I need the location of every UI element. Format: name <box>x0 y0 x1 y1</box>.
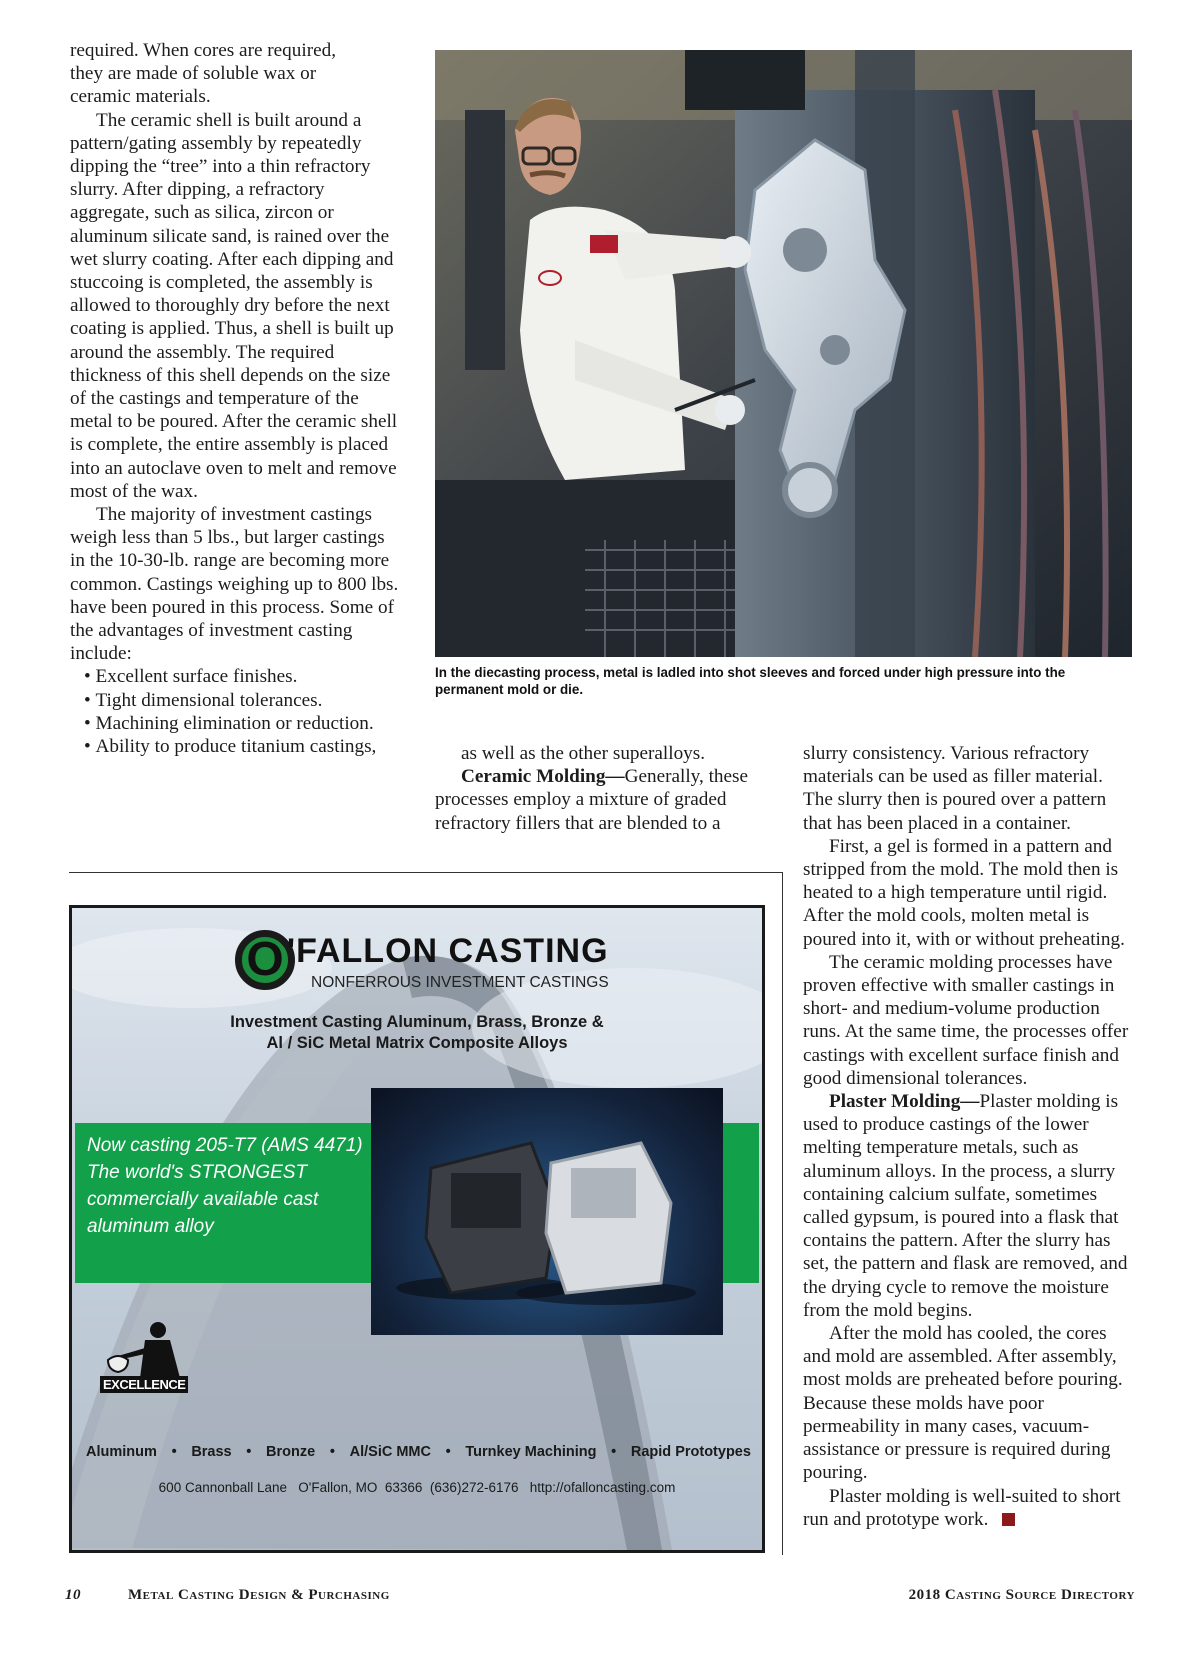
service-item: Brass <box>191 1444 232 1460</box>
col3-text: Plaster molding is used to produce castings of the lower melting temperature metals, such as aluminum alloys. In the process, a slurry containing calcium sulfate, sometimes called gypsum, is poured into a flask that contains the pattern. After the slurry has set, the pattern and flask are removed, and the drying cycle to remove the moisture from the mold begins. <box>803 1091 1128 1321</box>
col1-paragraph: The majority of investment castings weigh less than 5 lbs., but larger castings in the 10-30-lb. range are becoming more common. Castings weighing up to 800 lbs. have been poured in this process. Some of the advantages of investment casting include: <box>70 504 399 665</box>
banner-line: aluminum alloy <box>87 1216 214 1237</box>
banner-line: The world's STRONGEST <box>87 1162 308 1183</box>
excellence-logo <box>100 1320 200 1400</box>
excellence-label: EXCELLENCE <box>100 1376 188 1393</box>
ceramic-molding-heading: Ceramic Molding— <box>461 766 625 788</box>
column-3 <box>803 742 1136 1531</box>
services-row <box>86 1444 751 1460</box>
service-item: Al/SiC MMC <box>349 1444 431 1460</box>
end-of-article-mark <box>1002 1513 1015 1526</box>
service-separator: • <box>171 1444 177 1460</box>
service-item: Rapid Prototypes <box>630 1444 751 1460</box>
ad-subheading-line: Investment Casting Aluminum, Brass, Bronze & <box>230 1013 604 1031</box>
diecasting-photo-illustration <box>435 50 1132 657</box>
plaster-molding-heading: Plaster Molding— <box>829 1091 980 1113</box>
list-item: • Ability to produce titanium castings, <box>70 735 400 758</box>
list-item: • Excellent surface finishes. <box>70 665 400 688</box>
ofallon-casting-ad <box>69 905 765 1553</box>
logo-o-mark: O <box>235 930 295 990</box>
service-item: Aluminum <box>86 1444 157 1460</box>
ad-address: 600 Cannonball Lane O'Fallon, MO 63366 (636)272-6176 http://ofalloncasting.com <box>158 1480 676 1495</box>
col1-line: required. When cores are required, <box>70 40 337 61</box>
ad-side-rule <box>782 872 783 1555</box>
col3-text: Plaster molding is well-suited to short run and prototype work. <box>803 1485 1121 1530</box>
photo-caption: In the diecasting process, metal is ladled into shot sleeves and forced under high pressure into the permanent mold or die. <box>435 665 1066 697</box>
diecasting-photo <box>435 50 1132 657</box>
banner-text <box>87 1132 387 1240</box>
logo-company-name: 'FALLON CASTING <box>287 932 609 970</box>
ad-subheading <box>72 1012 762 1054</box>
column-2 <box>435 742 765 835</box>
col1-line: ceramic materials. <box>70 86 211 108</box>
list-item: • Tight dimensional tolerances. <box>70 689 400 712</box>
col2-text: Generally, these processes employ a mixture of graded refractory fillers that are blended to a <box>435 766 749 834</box>
col3-paragraph <box>803 1090 1136 1322</box>
advantages-list <box>70 665 400 758</box>
col3-paragraph <box>803 1485 1136 1531</box>
banner-line: Now casting 205-T7 (AMS 4471) <box>87 1135 363 1156</box>
service-separator: • <box>611 1444 617 1460</box>
publication-title: Metal Casting Design & Purchasing <box>128 1587 390 1603</box>
service-item: Bronze <box>266 1444 316 1460</box>
col3-paragraph: First, a gel is formed in a pattern and stripped from the mold. The mold then is heated to a high temperature until rigid. After the mold cools, molten metal is poured into it, with or without preheating. <box>803 835 1125 950</box>
column-1 <box>70 39 400 758</box>
service-separator: • <box>445 1444 451 1460</box>
logo-tagline: NONFERROUS INVESTMENT CASTINGS <box>311 974 609 991</box>
product-photo <box>371 1088 723 1335</box>
col3-paragraph: slurry consistency. Various refractory materials can be used as filler material. The slurry then is poured over a pattern that has been placed in a container. <box>803 743 1107 834</box>
col1-line: they are made of soluble wax or <box>70 63 317 85</box>
col1-paragraph: The ceramic shell is built around a pattern/gating assembly by repeatedly dipping the “tree” into a thin refractory slurry. After dipping, a refractory aggregate, such as silica, zircon or aluminum silicate sand, is rained over the wet slurry coating. After each dipping and stuccoing is completed, the assembly is allowed to thoroughly dry before the next coating is applied. Thus, a shell is built up around the assembly. The required thickness of this shell depends on the size of the castings and temperature of the metal to be poured. After the ceramic shell is complete, the entire assembly is placed into an autoclave oven to melt and remove most of the wax. <box>70 109 398 502</box>
banner-line: commercially available cast <box>87 1189 319 1210</box>
page-number: 10 <box>65 1587 81 1603</box>
ad-subheading-line: Al / SiC Metal Matrix Composite Alloys <box>266 1034 568 1052</box>
worker-silhouette-icon <box>100 1320 200 1378</box>
ofallon-logo <box>235 930 655 1000</box>
service-separator: • <box>246 1444 252 1460</box>
list-item: • Machining elimination or reduction. <box>70 712 400 735</box>
col3-paragraph: After the mold has cooled, the cores and mold are assembled. After assembly, most molds are preheated before pouring. Because these molds have poor permeability in many cases, vacuum-assistance or pressure is required during pouring. <box>803 1323 1123 1484</box>
service-item: Turnkey Machining <box>465 1444 597 1460</box>
service-separator: • <box>329 1444 335 1460</box>
issue-title: 2018 Casting Source Directory <box>908 1587 1135 1603</box>
col2-line: as well as the other superalloys. <box>461 743 706 764</box>
col3-paragraph: The ceramic molding processes have proven effective with smaller castings in short- and medium-volume production runs. At the same time, the processes offer castings with excellent surface finish and good dimensional tolerances. <box>803 951 1129 1089</box>
castings-illustration <box>371 1088 723 1335</box>
ad-top-rule <box>69 872 782 873</box>
col2-paragraph <box>435 765 765 835</box>
